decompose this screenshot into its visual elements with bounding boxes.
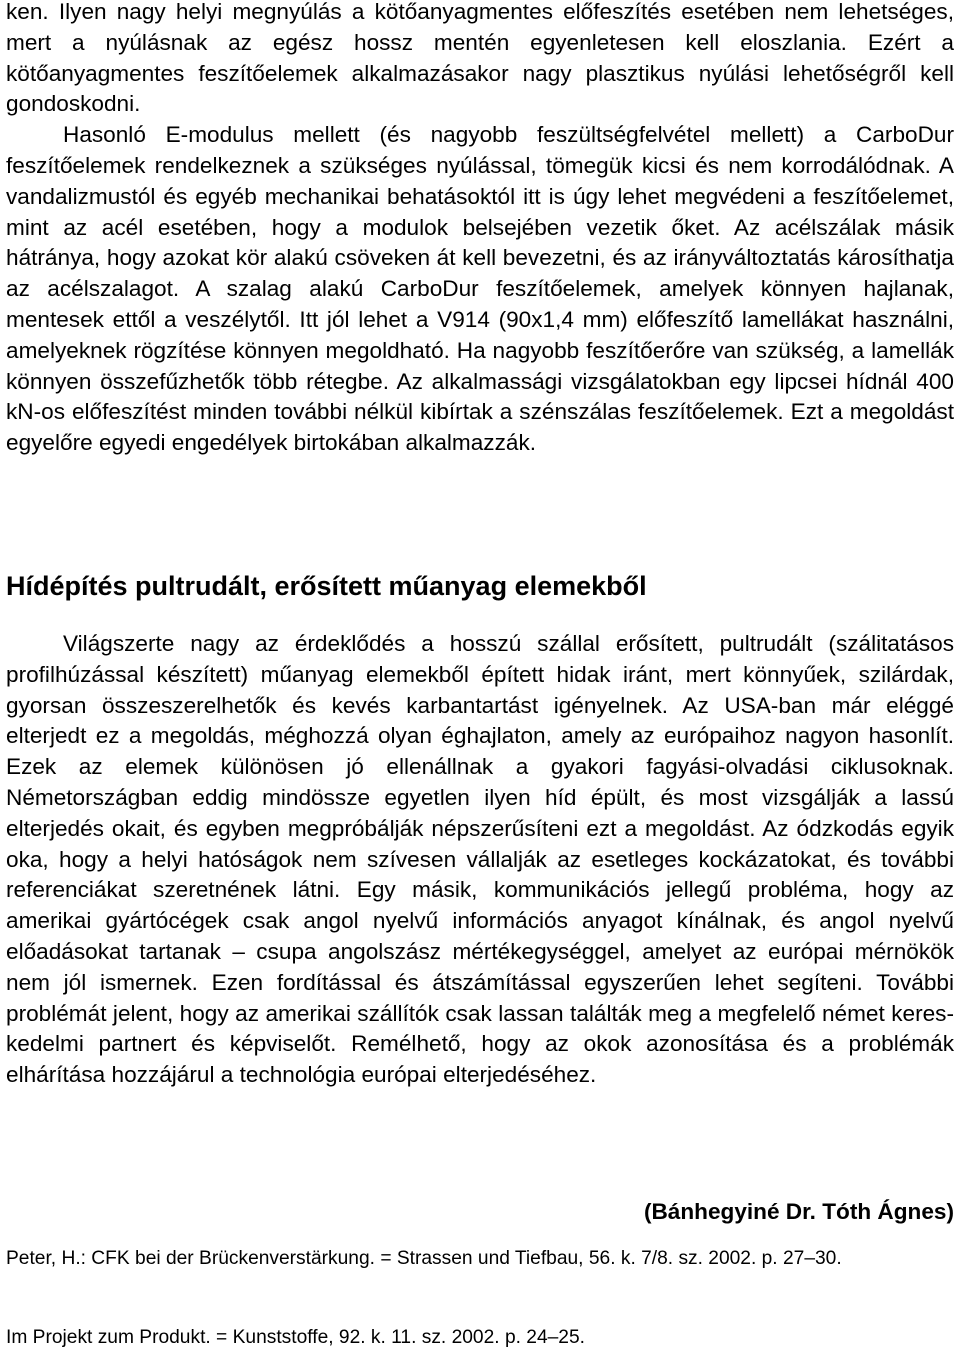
paragraph-2: Hasonló E-modulus mellett (és nagyobb feszültségfelvétel mellett) a CarboDur feszítőelemek rendelkeznek a szükséges nyúlással, tömegük kicsi és nem korrodálódnak. A vandalizmustól és egyéb mechanikai behatásoktól itt is úgy lehet megvédeni a feszítőelemet, mint az acél esetében, hogy a modulok belsejében vezetik őket. Az acélszálak másik hátránya, hogy azokat kör alakú csöveken át kell bevezetni, és az irányváltoztatás károsíthatja az acélszalagot. A szalag alakú CarboDur feszítőelemek, amelyek könnyen hajlanak, mentesek ettől a veszélytől. Itt jól lehet a V914 (90x1,4 mm) előfeszítő lamellákat használni, amelyeknek rögzítése könnyen megoldható. Ha nagyobb feszítőerőre van szükség, a lamellák könnyen összefűzhetők több rétegbe. Az alkalmassági vizsgálatokban egy lipcsei hídnál 400 kN-os előfeszítést minden további nélkül kibírtak a szénszálas feszítőelemek. Ezt a megoldást egyelőre egyedi engedélyek birtokában alkalmazzák. [6, 122, 954, 456]
text-block-bottom [6, 629, 954, 1091]
paragraph-3: Világszerte nagy az érdeklődés a hosszú szállal erősített, pultrudált (szálitatásos profilhúzással készített) műanyag elemekből épített hidak iránt, mert könnyűek, szilárdak, gyorsan összeszerelhetők és kevés karbantartást igényelnek. Az USA-ban már eléggé elterjedt ez a megoldás, méghozzá olyan éghajlaton, amely az európaihoz nagyon hasonlít. Ezek az elemek különösen jó ellenállnak a gyakori fagyási-olvadási ciklusoknak. Németországban eddig mindössze egyetlen ilyen híd épült, és most vizsgálják a lassú elterjedés okait, és egyben megpróbálják népszerűsíteni ezt a megoldást. Az ódzkodás egyik oka, hogy a helyi hatóságok nem szívesen vállalják az esetleges kockázatokat, és további referenciákat szeretnének látni. Egy másik, kommunikációs jellegű probléma, hogy az amerikai gyártócégek csak angol nyelvű információs anyagot kínálnak, és angol nyelvű előadásokat tartanak – csupa angolszász mértékegységgel, amelyet az európai mérnökök nem jól ismernek. Ezen fordítással és átszámítással egyszerűen lehet segíteni. További problémát jelent, hogy az amerikai szállítók csak lassan találták meg a megfelelő német kereskedelmi partnert és képviselőt. Remélhető, hogy az okok azonosítása és a problémák elhárítása hozzájárul a technológia európai elterjedéséhez. [6, 631, 954, 1088]
author-signature: (Bánhegyiné Dr. Tóth Ágnes) [643, 1199, 954, 1224]
reference-2: Im Projekt zum Produkt. = Kunststoffe, 92. k. 11. sz. 2002. p. 24–25. [6, 1327, 585, 1348]
section-heading: Hídépítés pultrudált, erősített műanyag elemekből [6, 571, 647, 601]
paragraph-1: ken. Ilyen nagy helyi megnyúlás a kötőanyagmentes előfeszítés esetében nem lehetséges, mert a nyúlásnak az egész hossz mentén egyenletesen kell eloszlania. Ezért a kötőanyagmentes feszítőelemek alkalmazásakor nagy plasztikus nyúlási lehetőségről kell gondoskodni. [6, 0, 954, 117]
reference-1: Peter, H.: CFK bei der Brückenverstärkung. = Strassen und Tiefbau, 56. k. 7/8. sz. 2002. p. 27–30. [6, 1248, 842, 1269]
text-block-top [6, 0, 954, 459]
paragraph-2-container [6, 120, 954, 459]
paragraph-3-container [6, 629, 954, 1091]
